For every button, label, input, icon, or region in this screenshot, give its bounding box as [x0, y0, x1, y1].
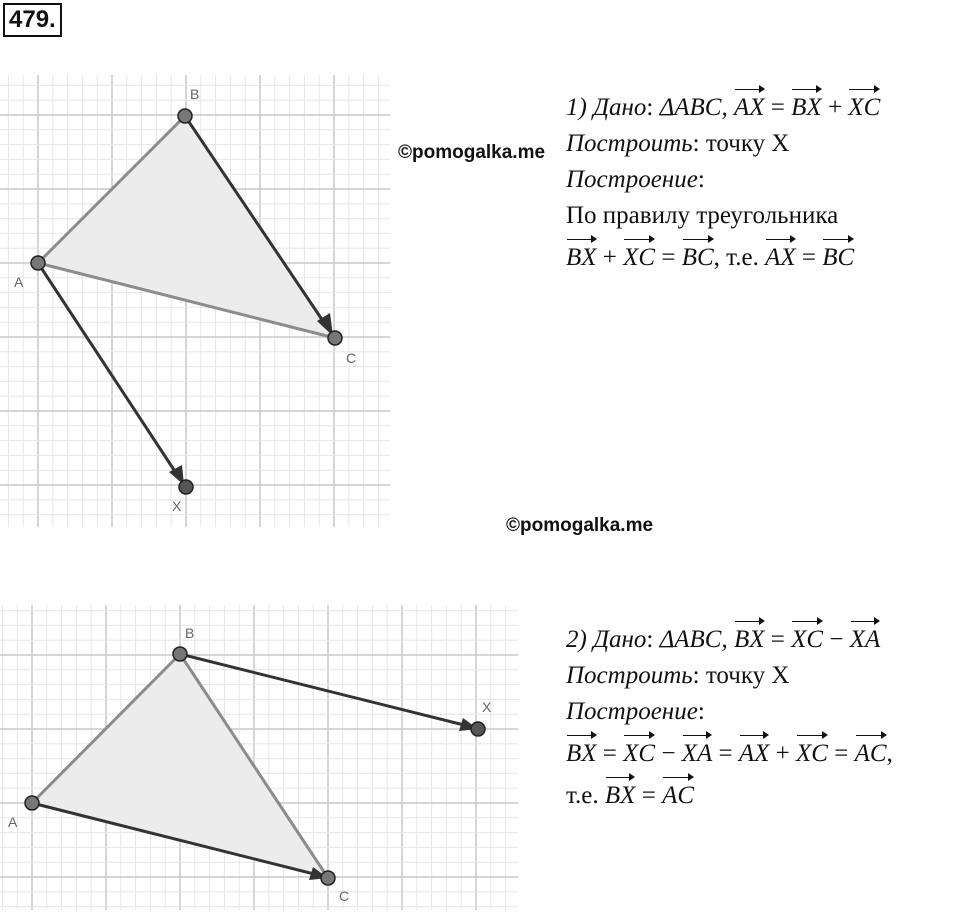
given-line-2: 2) Дано: ΔABC, BX = XC − XA	[566, 616, 893, 658]
vec-xc: XC	[848, 84, 880, 126]
vec-ax: AX	[734, 84, 765, 126]
vec-bx: BX	[566, 730, 597, 772]
equation-2	[734, 626, 880, 653]
watermark-2: ©pomogalka.me	[506, 515, 654, 536]
given-line-1: 1) Дано: ΔABC, AX = BX + XC	[566, 84, 880, 126]
vec-bx: BX	[791, 84, 822, 126]
problem-number: 479.	[3, 3, 62, 37]
vec-bx: BX	[566, 234, 597, 276]
point-b-2	[173, 647, 187, 661]
construction-line-1: Построение:	[566, 166, 705, 193]
given-expr-1: ΔABC,	[659, 94, 728, 121]
label-x-2: X	[482, 699, 492, 715]
vector-bx-2	[180, 654, 468, 726]
result-line-1	[566, 234, 880, 276]
op: =	[718, 740, 733, 767]
construction-line-2: Построение:	[566, 698, 705, 725]
construction-label-2: Построение	[566, 698, 698, 725]
label-c-1: C	[346, 350, 357, 366]
construct-label-1: Построить	[566, 130, 693, 157]
vec-xc: XC	[796, 730, 828, 772]
construct-label-2: Построить	[566, 662, 693, 689]
solution-part-2	[566, 616, 893, 814]
vector-ax-1	[38, 263, 178, 476]
point-c-1	[328, 331, 342, 345]
label-a-1: A	[14, 274, 24, 290]
op: −	[661, 740, 676, 767]
figure-2	[0, 605, 520, 910]
equation-1	[734, 94, 880, 121]
point-x-2	[471, 722, 485, 736]
label-b-1: B	[190, 86, 200, 102]
op: +	[602, 244, 617, 271]
op: =	[770, 94, 785, 121]
given-label-1: 1) Дано	[566, 94, 647, 121]
figure-1	[0, 75, 395, 530]
vec-bx: BX	[605, 772, 636, 814]
op: =	[801, 244, 816, 271]
vec-bx: BX	[734, 616, 765, 658]
given-expr-2: ΔABC,	[659, 626, 728, 653]
vec-xc: XC	[623, 234, 655, 276]
op: =	[661, 244, 676, 271]
vec-xa: XA	[850, 616, 881, 658]
solution-part-1	[566, 84, 880, 276]
vec-xc: XC	[791, 616, 823, 658]
point-b-1	[178, 109, 192, 123]
point-a-2	[25, 796, 39, 810]
label-a-2: A	[8, 814, 18, 830]
point-x-1	[179, 480, 193, 494]
vec-ax: AX	[739, 730, 770, 772]
op: =	[834, 740, 849, 767]
op: =	[770, 626, 785, 653]
op: =	[641, 782, 656, 809]
point-a-1	[31, 256, 45, 270]
op: −	[829, 626, 844, 653]
construct-line-2	[566, 658, 893, 694]
rule-line-1: По правилу треугольника	[566, 202, 839, 229]
construct-line-1	[566, 126, 880, 162]
vec-ac: AC	[662, 772, 694, 814]
ie-text-1: , т.е.	[713, 244, 766, 271]
result-line-2	[566, 772, 893, 814]
op: +	[827, 94, 843, 121]
label-b-2: B	[185, 625, 195, 641]
op: =	[602, 740, 617, 767]
given-label-2: 2) Дано	[566, 626, 647, 653]
vec-bc: BC	[822, 234, 854, 276]
construction-label-1: Построение	[566, 166, 698, 193]
watermark-1: ©pomogalka.me	[398, 142, 546, 163]
chain-end: ,	[886, 740, 893, 767]
vec-ax: AX	[765, 234, 796, 276]
label-c-2: C	[339, 888, 350, 904]
ie-text-2: т.е.	[566, 782, 605, 809]
construct-text-2: : точку X	[692, 662, 790, 689]
vec-bc: BC	[682, 234, 714, 276]
vec-xa: XA	[682, 730, 713, 772]
vec-ac: AC	[855, 730, 887, 772]
label-x-1: X	[172, 498, 182, 514]
construct-text-1: : точку X	[692, 130, 790, 157]
vec-xc: XC	[623, 730, 655, 772]
point-c-2	[321, 871, 335, 885]
op: +	[775, 740, 790, 767]
chain-line-2	[566, 730, 893, 772]
